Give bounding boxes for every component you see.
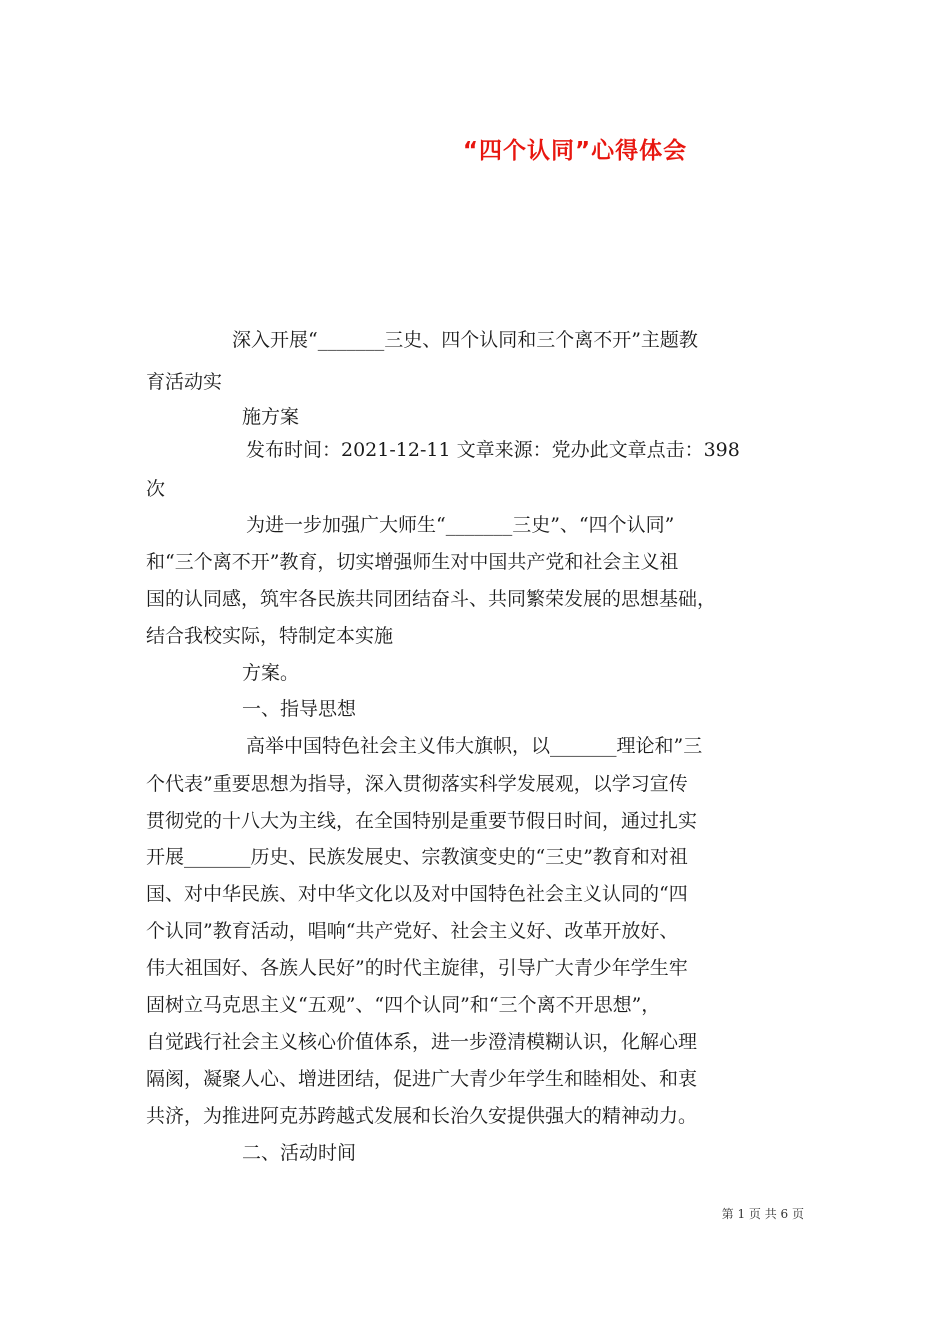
section-heading-1: 一、指导思想 — [242, 698, 357, 720]
paragraph-line: 国的认同感，筑牢各民族共同团结奋斗、共同繁荣发展的思想基础， — [146, 588, 717, 610]
paragraph-line: 国、对中华民族、对中华文化以及对中国特色社会主义认同的“四 — [146, 883, 688, 905]
paragraph-line: 方案。 — [242, 662, 300, 684]
paragraph-line: 高举中国特色社会主义伟大旗帜，以_______理论和”三 — [246, 735, 703, 757]
intro-line-1: 深入开展“_______三史、四个认同和三个离不开”主题教 — [232, 329, 698, 351]
intro-line-3: 施方案 — [242, 406, 300, 428]
paragraph-line: 个认同”教育活动，唱响“共产党好、社会主义好、改革开放好、 — [146, 920, 679, 942]
paragraph-line: 贯彻党的十八大为主线，在全国特别是重要节假日时间，通过扎实 — [146, 810, 698, 832]
document-title: “四个认同”心得体会 — [462, 138, 688, 164]
intro-line-2: 育活动实 — [146, 371, 223, 393]
paragraph-line: 和“三个离不开”教育，切实增强师生对中国共产党和社会主义祖 — [146, 551, 679, 573]
paragraph-line: 固树立马克思主义“五观”、“四个认同”和“三个离不开思想”， — [146, 994, 661, 1016]
page-footer: 第 1 页 共 6 页 — [721, 1207, 804, 1221]
paragraph-line: 结合我校实际，特制定本实施 — [146, 625, 394, 647]
section-heading-2: 二、活动时间 — [242, 1142, 357, 1164]
paragraph-line: 伟大祖国好、各族人民好”的时代主旋律，引导广大青少年学生牢 — [146, 957, 688, 979]
publish-info-cont: 次 — [146, 478, 166, 500]
paragraph-line: 自觉践行社会主义核心价值体系，进一步澄清模糊认识，化解心理 — [146, 1031, 698, 1053]
paragraph-line: 为进一步加强广大师生“_______三史”、“四个认同” — [246, 514, 675, 536]
paragraph-line: 个代表”重要思想为指导，深入贯彻落实科学发展观，以学习宣传 — [146, 773, 688, 795]
paragraph-line: 开展_______历史、民族发展史、宗教演变史的“三史”教育和对祖 — [146, 846, 688, 868]
paragraph-line: 共济，为推进阿克苏跨越式发展和长治久安提供强大的精神动力。 — [146, 1105, 698, 1127]
publish-info: 发布时间：2021-12-11 文章来源：党办此文章点击：398 — [246, 439, 740, 461]
paragraph-line: 隔阂，凝聚人心、增进团结，促进广大青少年学生和睦相处、和衷 — [146, 1068, 698, 1090]
